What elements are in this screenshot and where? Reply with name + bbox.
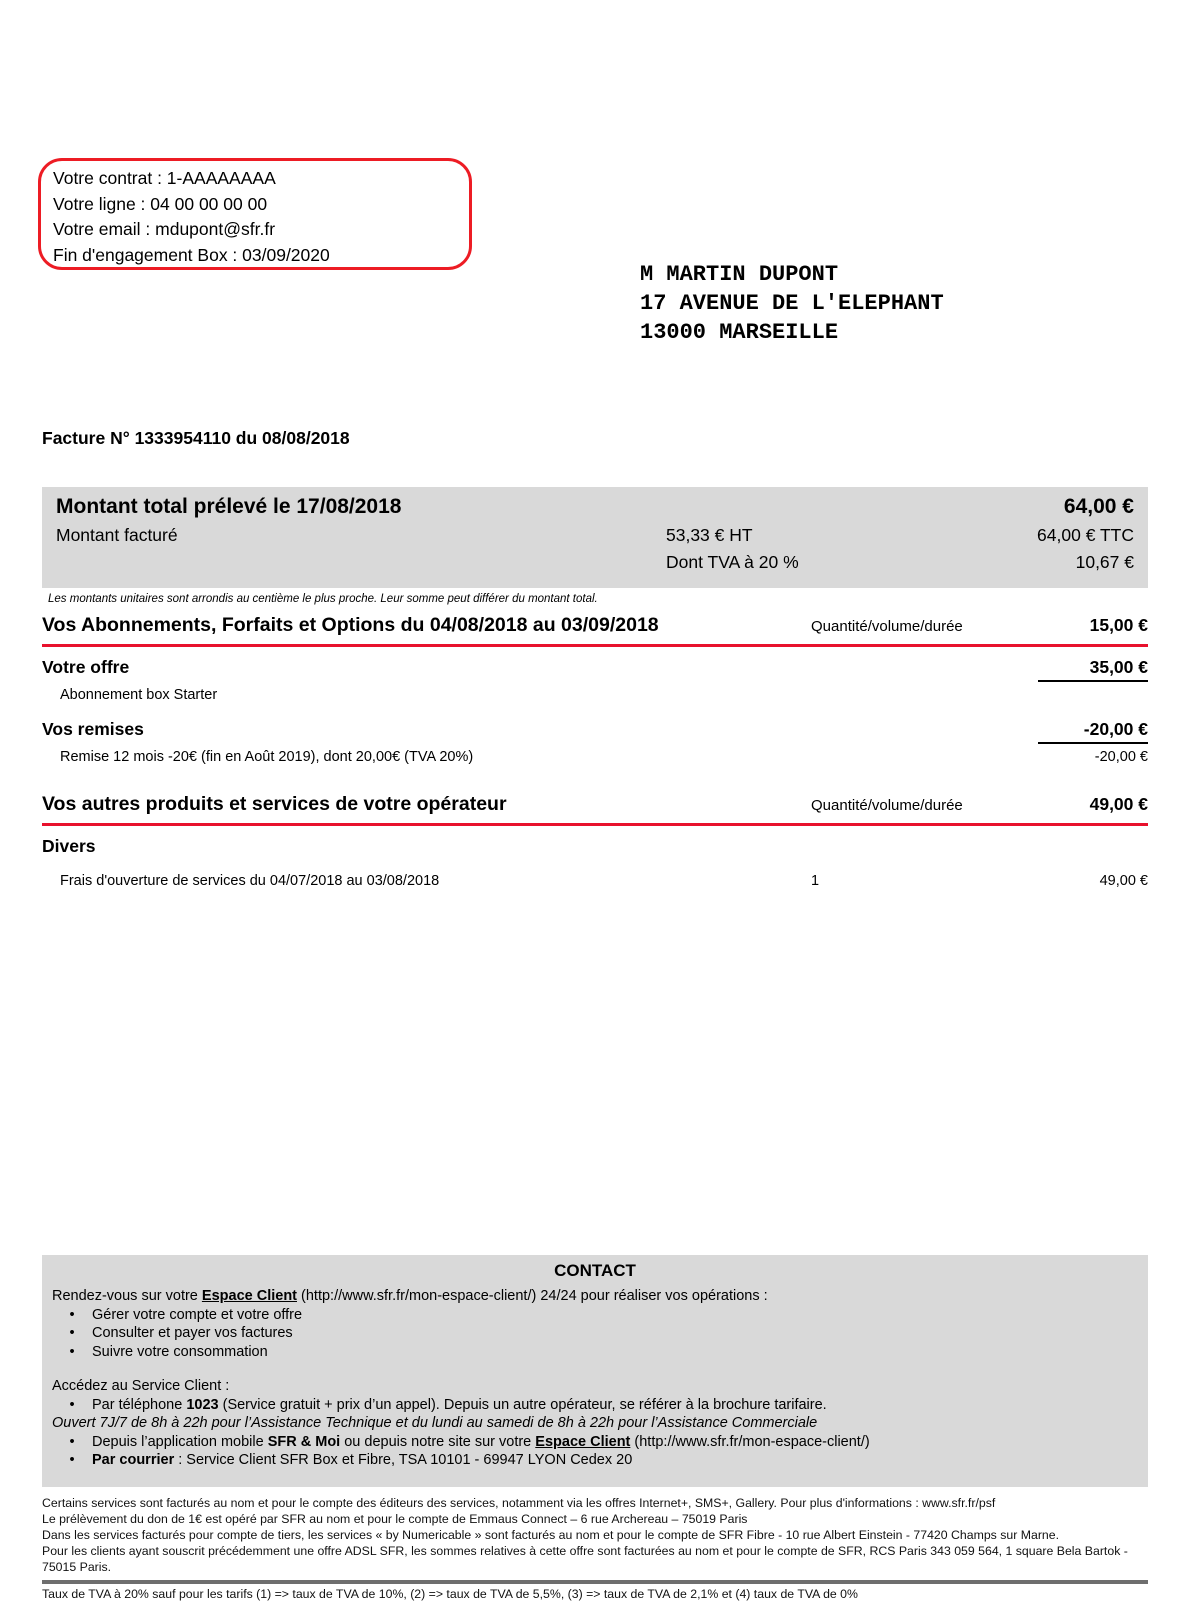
vat-rates-note: Taux de TVA à 20% sauf pour les tarifs (1) => taux de TVA de 10%, (2) => taux de TVA de 5,5%, (3) => taux de TVA de 2,1% et (4) taux de TVA de 0% bbox=[42, 1586, 858, 1601]
amount-underline bbox=[1038, 678, 1148, 682]
footer-paragraph: Dans les services facturés pour compte de tiers, les services « by Numericable » sont facturés au nom et pour le compte de SFR Fibre - 10 rue Albert Einstein - 77420 Champs sur Marne. bbox=[42, 1527, 1060, 1542]
billed-amount-ttc: 64,00 € TTC bbox=[1037, 525, 1134, 545]
line-item-subscription bbox=[42, 687, 1148, 703]
group-title: Votre offre bbox=[42, 657, 130, 677]
group-row-misc bbox=[42, 836, 1148, 857]
item-amount: 49,00 € bbox=[1099, 873, 1148, 889]
recipient-name: M MARTIN DUPONT bbox=[640, 262, 839, 287]
total-title: Montant total prélevé le 17/08/2018 bbox=[56, 495, 402, 518]
footer-divider bbox=[42, 1580, 1148, 1584]
bullet-mobile-app: • Depuis l’application mobile SFR & Moi ou depuis notre site sur votre Espace Client (http://www.sfr.fr/mon-espace-client/) bbox=[52, 1433, 1138, 1452]
invoice-title: Facture N° 1333954110 du 08/08/2018 bbox=[42, 428, 350, 448]
service-access-title: Accédez au Service Client : bbox=[52, 1378, 230, 1394]
contract-number-line: Votre contrat : 1-AAAAAAAA bbox=[53, 168, 276, 188]
total-amount: 64,00 € bbox=[1063, 495, 1134, 518]
recipient-address bbox=[640, 260, 944, 347]
total-summary-box bbox=[42, 487, 1148, 588]
qty-column-header: Quantité/volume/durée bbox=[811, 797, 963, 814]
hours-note: Ouvert 7J/7 de 8h à 22h pour l’Assistance Technique et du lundi au samedi de 8h à 22h pour l’Assistance Commerciale bbox=[52, 1415, 818, 1431]
rounding-note: Les montants unitaires sont arrondis au centième le plus proche. Leur somme peut différer du montant total. bbox=[48, 593, 598, 605]
contact-intro: Rendez-vous sur votre Espace Client (http://www.sfr.fr/mon-espace-client/) 24/24 pour réaliser vos opérations : bbox=[52, 1288, 768, 1304]
contact-box bbox=[42, 1255, 1148, 1487]
section-title: Vos Abonnements, Forfaits et Options du 04/08/2018 au 03/09/2018 bbox=[42, 614, 659, 636]
bullet-manage-account: • Gérer votre compte et votre offre bbox=[52, 1306, 1138, 1325]
bullet-icon: • bbox=[69, 1396, 75, 1413]
group-title: Vos remises bbox=[42, 719, 144, 739]
bullet-icon: • bbox=[69, 1452, 75, 1468]
item-label: Abonnement box Starter bbox=[60, 687, 218, 703]
section-amount: 15,00 € bbox=[1089, 615, 1148, 635]
group-row-offer bbox=[42, 657, 1148, 678]
item-amount: -20,00 € bbox=[1094, 749, 1148, 765]
contract-info-box bbox=[38, 158, 472, 270]
qty-column-header: Quantité/volume/durée bbox=[811, 618, 963, 635]
item-label: Remise 12 mois -20€ (fin en Août 2019), dont 20,00€ (TVA 20%) bbox=[60, 749, 474, 765]
footer-paragraph: Le prélèvement du don de 1€ est opéré par SFR au nom et pour le compte de Emmaus Connect – 6 rue Archereau – 75019 Paris bbox=[42, 1511, 748, 1526]
espace-client-link[interactable]: Espace Client bbox=[535, 1433, 631, 1450]
group-title: Divers bbox=[42, 836, 96, 856]
commitment-end-line: Fin d'engagement Box : 03/09/2020 bbox=[53, 244, 330, 265]
charges-table bbox=[42, 612, 1148, 889]
group-amount: -20,00 € bbox=[1083, 719, 1148, 739]
bullet-pay-invoices: • Consulter et payer vos factures bbox=[52, 1324, 1138, 1343]
footer-paragraph: Pour les clients ayant souscrit précédemment une offre ADSL SFR, les sommes relatives à cette offre sont facturées au nom et pour le compte de SFR, RCS Paris 343 059 564, 1 square Bela Bartok - 75015 Paris. bbox=[42, 1543, 1128, 1574]
bullet-mail: • Par courrier : Service Client SFR Box et Fibre, TSA 10101 - 69947 LYON Cedex 20 bbox=[52, 1451, 1138, 1470]
section-title: Vos autres produits et services de votre opérateur bbox=[42, 793, 507, 815]
bullet-track-usage: • Suivre votre consommation bbox=[52, 1343, 1138, 1362]
bullet-phone: • Par téléphone 1023 (Service gratuit + prix d’un appel). Depuis un autre opérateur, se référer à la brochure tarifaire. bbox=[52, 1396, 1138, 1415]
footer-notes bbox=[42, 1496, 1154, 1602]
line-item-opening-fee bbox=[42, 873, 1148, 889]
group-amount: 35,00 € bbox=[1089, 657, 1148, 677]
contact-title: CONTACT bbox=[554, 1261, 636, 1280]
email-line: Votre email : mdupont@sfr.fr bbox=[53, 219, 276, 239]
section-header-other-products bbox=[42, 791, 1148, 826]
line-item-discount bbox=[42, 749, 1148, 765]
bullet-icon: • bbox=[69, 1433, 75, 1450]
vat-label: Dont TVA à 20 % bbox=[666, 552, 799, 572]
footer-paragraph: Certains services sont facturés au nom et pour le compte des éditeurs des services, notamment via les offres Internet+, SMS+, Gallery. Pour plus d'informations : www.sfr.fr/psf bbox=[42, 1496, 996, 1510]
bullet-icon: • bbox=[69, 1306, 75, 1323]
phone-line: Votre ligne : 04 00 00 00 00 bbox=[53, 193, 268, 214]
phone-number: 1023 bbox=[186, 1396, 219, 1413]
bullet-icon: • bbox=[69, 1343, 75, 1360]
recipient-city: 13000 MARSEILLE bbox=[640, 320, 839, 345]
item-label: Frais d'ouverture de services du 04/07/2018 au 03/08/2018 bbox=[60, 873, 440, 889]
section-header-subscriptions bbox=[42, 612, 1148, 647]
billed-amount-ht: 53,33 € HT bbox=[666, 525, 753, 545]
espace-client-link[interactable]: Espace Client bbox=[201, 1288, 297, 1304]
app-name: SFR & Moi bbox=[267, 1433, 341, 1450]
item-qty: 1 bbox=[811, 873, 820, 889]
recipient-street: 17 AVENUE DE L'ELEPHANT bbox=[640, 291, 944, 316]
section-amount: 49,00 € bbox=[1089, 794, 1148, 814]
group-row-discounts bbox=[42, 719, 1148, 740]
vat-amount: 10,67 € bbox=[1075, 552, 1134, 572]
bullet-icon: • bbox=[69, 1325, 75, 1341]
amount-underline bbox=[1038, 740, 1148, 744]
billed-label: Montant facturé bbox=[56, 525, 178, 545]
mail-label: Par courrier bbox=[92, 1452, 175, 1468]
